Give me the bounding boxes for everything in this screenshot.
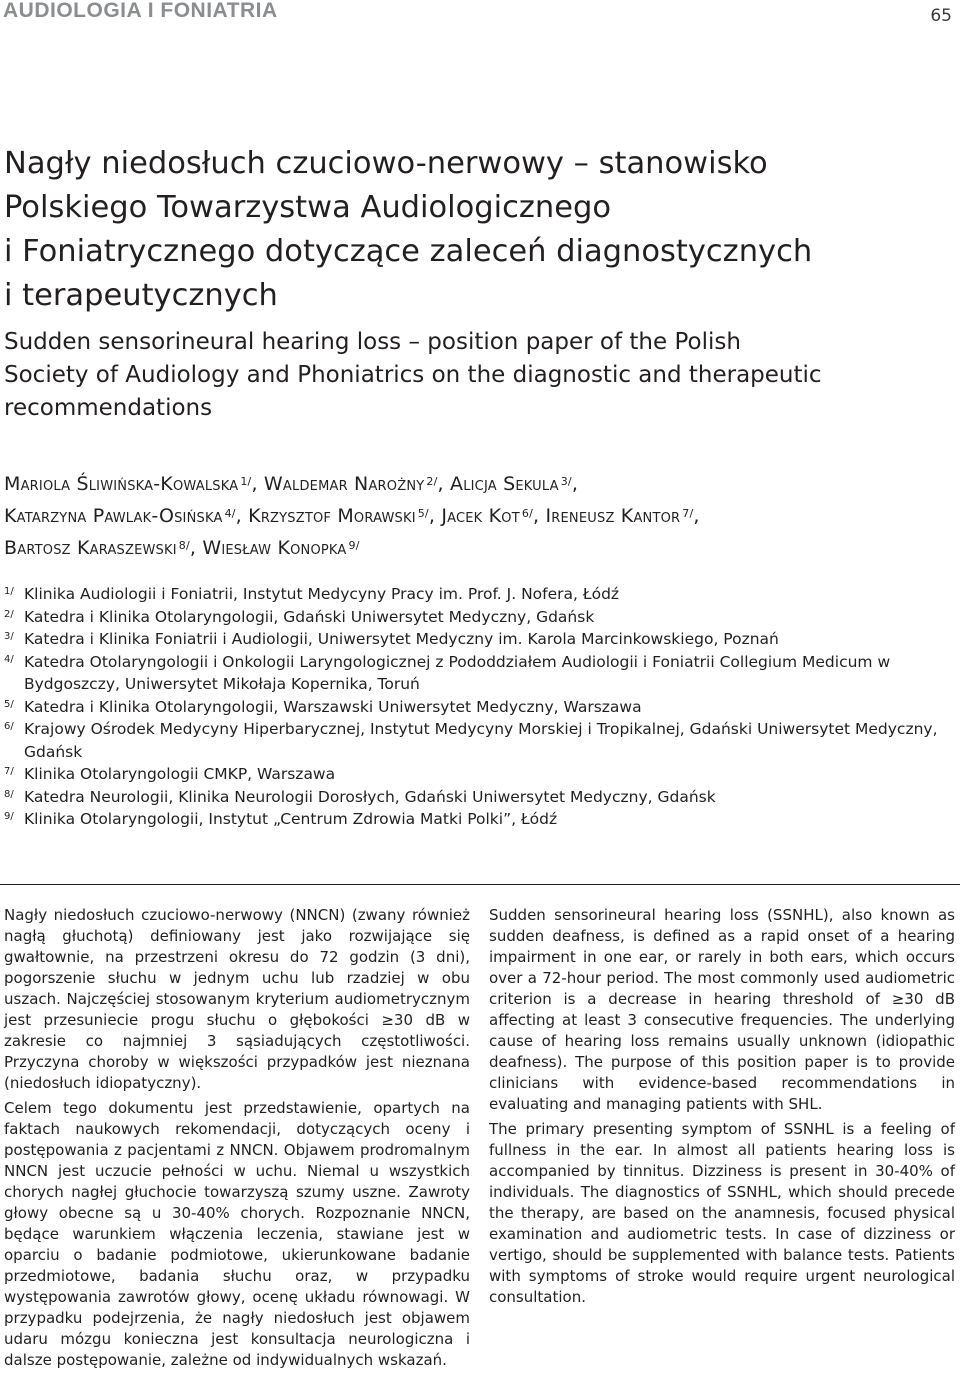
author-affiliation-marker: 2/ (426, 475, 438, 488)
author-affiliation-marker: 7/ (682, 507, 694, 520)
author-name: Bartosz Karaszewski (4, 537, 177, 559)
author-name: Alicja Sekula (450, 473, 559, 495)
affiliation-text: Klinika Audiologii i Foniatrii, Instytut Medycyny Pracy im. Prof. J. Nofera, Łódź (24, 585, 620, 603)
author-affiliation-marker: 3/ (560, 475, 572, 488)
affiliation-number: 2/ (4, 608, 14, 620)
affiliation-number: 6/ (4, 721, 14, 732)
author-affiliation-marker: 9/ (348, 539, 360, 552)
author-affiliation-marker: 6/ (521, 507, 533, 520)
affiliation-item (4, 808, 954, 831)
affiliation-item (4, 628, 954, 651)
author-separator: , (571, 473, 579, 495)
author-separator: , (693, 505, 700, 527)
affiliation-item (4, 651, 954, 696)
affiliation-number: 8/ (4, 788, 14, 800)
title-polish-line: i Foniatrycznego dotyczące zaleceń diagnostycznych (4, 234, 813, 269)
affiliation-item (4, 718, 954, 763)
section-divider (0, 884, 960, 885)
affiliation-number: 5/ (4, 698, 14, 710)
affiliation-text: Krajowy Ośrodek Medycyny Hiperbarycznej, Instytut Medycyny Morskiej i Tropikalnej, Gdański Uniwersytet Medyczny, Gdańsk (24, 720, 938, 761)
author-separator: , (533, 505, 546, 527)
title-polish-line: Nagły niedosłuch czuciowo-nerwowy – stanowisko (4, 146, 768, 181)
title-polish (4, 142, 954, 318)
affiliation-text: Klinika Otolaryngologii CMKP, Warszawa (24, 765, 336, 783)
author-line (4, 500, 954, 532)
author-affiliation-marker: 8/ (178, 539, 190, 552)
title-english (4, 326, 954, 425)
author-name: Mariola Śliwińska-Kowalska (4, 473, 239, 495)
page-header (0, 0, 960, 30)
author-line (4, 468, 954, 500)
author-affiliation-marker: 4/ (224, 507, 236, 520)
page-number: 65 (930, 6, 952, 26)
affiliation-item (4, 786, 954, 809)
affiliation-text: Katedra i Klinika Otolaryngologii, Gdański Uniwersytet Medyczny, Gdańsk (24, 607, 595, 626)
affiliation-item (4, 696, 954, 719)
affiliation-number: 4/ (4, 653, 14, 665)
title-polish-line: i terapeutycznych (4, 278, 278, 313)
author-separator: , (235, 505, 249, 527)
author-name: Jacek Kot (441, 505, 520, 527)
abstract-paragraph: Sudden sensorineural hearing loss (SSNHL), also known as sudden deafness, is defined as a rapid onset of a hearing impairment in one ear, or rarely in both ears, which occurs over a 72-hour period. The most commonly used audiometric criterion is a decrease in hearing threshold of ≥30 dB affecting at least 3 consecutive frequencies. The underlying cause of hearing loss remains usually unknown (idiopathic deafness). The purpose of this position paper is to provide clinicians with evidence-based recommendations in evaluating and managing patients with SHL. (489, 906, 955, 1113)
author-name: Waldemar Narożny (263, 473, 425, 495)
affiliation-number: 3/ (4, 631, 14, 642)
affiliation-text: Katedra Neurologii, Klinika Neurologii Dorosłych, Gdański Uniwersytet Medyczny, Gdańsk (24, 787, 716, 806)
author-affiliation-marker: 5/ (417, 507, 429, 520)
author-separator: , (428, 505, 442, 527)
author-name: Wiesław Konopka (202, 537, 347, 559)
affiliation-list (4, 583, 954, 831)
affiliation-item (4, 763, 954, 786)
author-separator: , (437, 473, 450, 495)
affiliation-text: Katedra Otolaryngologii i Onkologii Laryngologicznej z Pododdziałem Audiologii i Foniatrii Collegium Medicum w Bydgoszczy, Uniwersytet Mikołaja Kopernika, Toruń (24, 652, 891, 693)
author-name: Ireneusz Kantor (545, 505, 681, 527)
affiliation-text: Klinika Otolaryngologii, Instytut „Centrum Zdrowia Matki Polki”, Łódź (24, 810, 558, 828)
title-english-line: recommendations (4, 395, 213, 421)
author-line (4, 532, 954, 564)
abstract-polish (4, 905, 470, 1375)
title-english-line: Sudden sensorineural hearing loss – position paper of the Polish (4, 329, 741, 355)
affiliation-item (4, 583, 954, 606)
title-english-line: Society of Audiology and Phoniatrics on the diagnostic and therapeutic (4, 362, 822, 388)
author-name: Katarzyna Pawlak-Osińska (4, 505, 223, 527)
author-affiliation-marker: 1/ (240, 475, 252, 488)
abstract-paragraph: Nagły niedosłuch czuciowo-nerwowy (NNCN) (zwany również nagłą głuchotą) definiowany jest jako rozwijające się gwałtownie, na przestrzeni okresu do 72 godzin (3 dni), pogorszenie słuchu w jednym uchu lub rzadziej w obu uszach. Najczęściej stosowanym kryterium audiometrycznym jest przesuniecie progu słuchu o głębokości ≥30 dB w zakresie co najmniej 3 sąsiadujących częstotliwości. Przyczyna choroby w większości przypadków jest nieznana (niedosłuch idiopatyczny). (4, 906, 470, 1092)
abstract-paragraph: Celem tego dokumentu jest przedstawienie, opartych na faktach naukowych rekomendacji, dotyczących oceny i postępowania z pacjentami z NNCN. Objawem prodromalnym NNCN jest uczucie pełności w uchu. Niemal u wszystkich chorych nagłej głuchocie towarzyszą szumy uszne. Zawroty głowy obecne są u 30-40% chorych. Rozpoznanie NNCN, będące warunkiem włączenia leczenia, stawiane jest w oparciu o badanie podmiotowe, ukierunkowane badanie przedmiotowe, badania słuchu oraz, w przypadku występowania zawrotów głowy, ocenę układu równowagi. W przypadku podejrzenia, że nagły niedosłuch jest objawem udaru mózgu konieczna jest konsultacja neurologiczna i dalsze postępowanie, zależne od indywidualnych wskazań. (4, 1099, 470, 1369)
affiliation-text: Katedra i Klinika Foniatrii i Audiologii, Uniwersytet Medyczny im. Karola Marcinkowskiego, Poznań (24, 630, 779, 648)
abstract-english (489, 905, 955, 1312)
author-name: Krzysztof Morawski (248, 505, 416, 527)
abstract-paragraph: The primary presenting symptom of SSNHL is a feeling of fullness in the ear. In almost all patients hearing loss is accompanied by tinnitus. Dizziness is present in 30-40% of individuals. The diagnostics of SSNHL, which should precede the therapy, are based on the anamnesis, focused physical examination and audiometric tests. In case of dizziness or vertigo, should be supplemented with balance tests. Patients with symptoms of stroke would require urgent neurological consultation. (489, 1120, 955, 1306)
title-polish-line: Polskiego Towarzystwa Audiologicznego (4, 190, 612, 225)
author-separator: , (251, 473, 264, 495)
affiliation-number: 1/ (4, 586, 14, 597)
author-separator: , (189, 537, 203, 559)
journal-name: AUDIOLOGIA I FONIATRIA (3, 0, 278, 22)
author-list (4, 468, 954, 564)
affiliation-number: 7/ (4, 766, 14, 777)
affiliation-number: 9/ (4, 811, 14, 822)
affiliation-item (4, 606, 954, 629)
affiliation-text: Katedra i Klinika Otolaryngologii, Warszawski Uniwersytet Medyczny, Warszawa (24, 697, 642, 716)
